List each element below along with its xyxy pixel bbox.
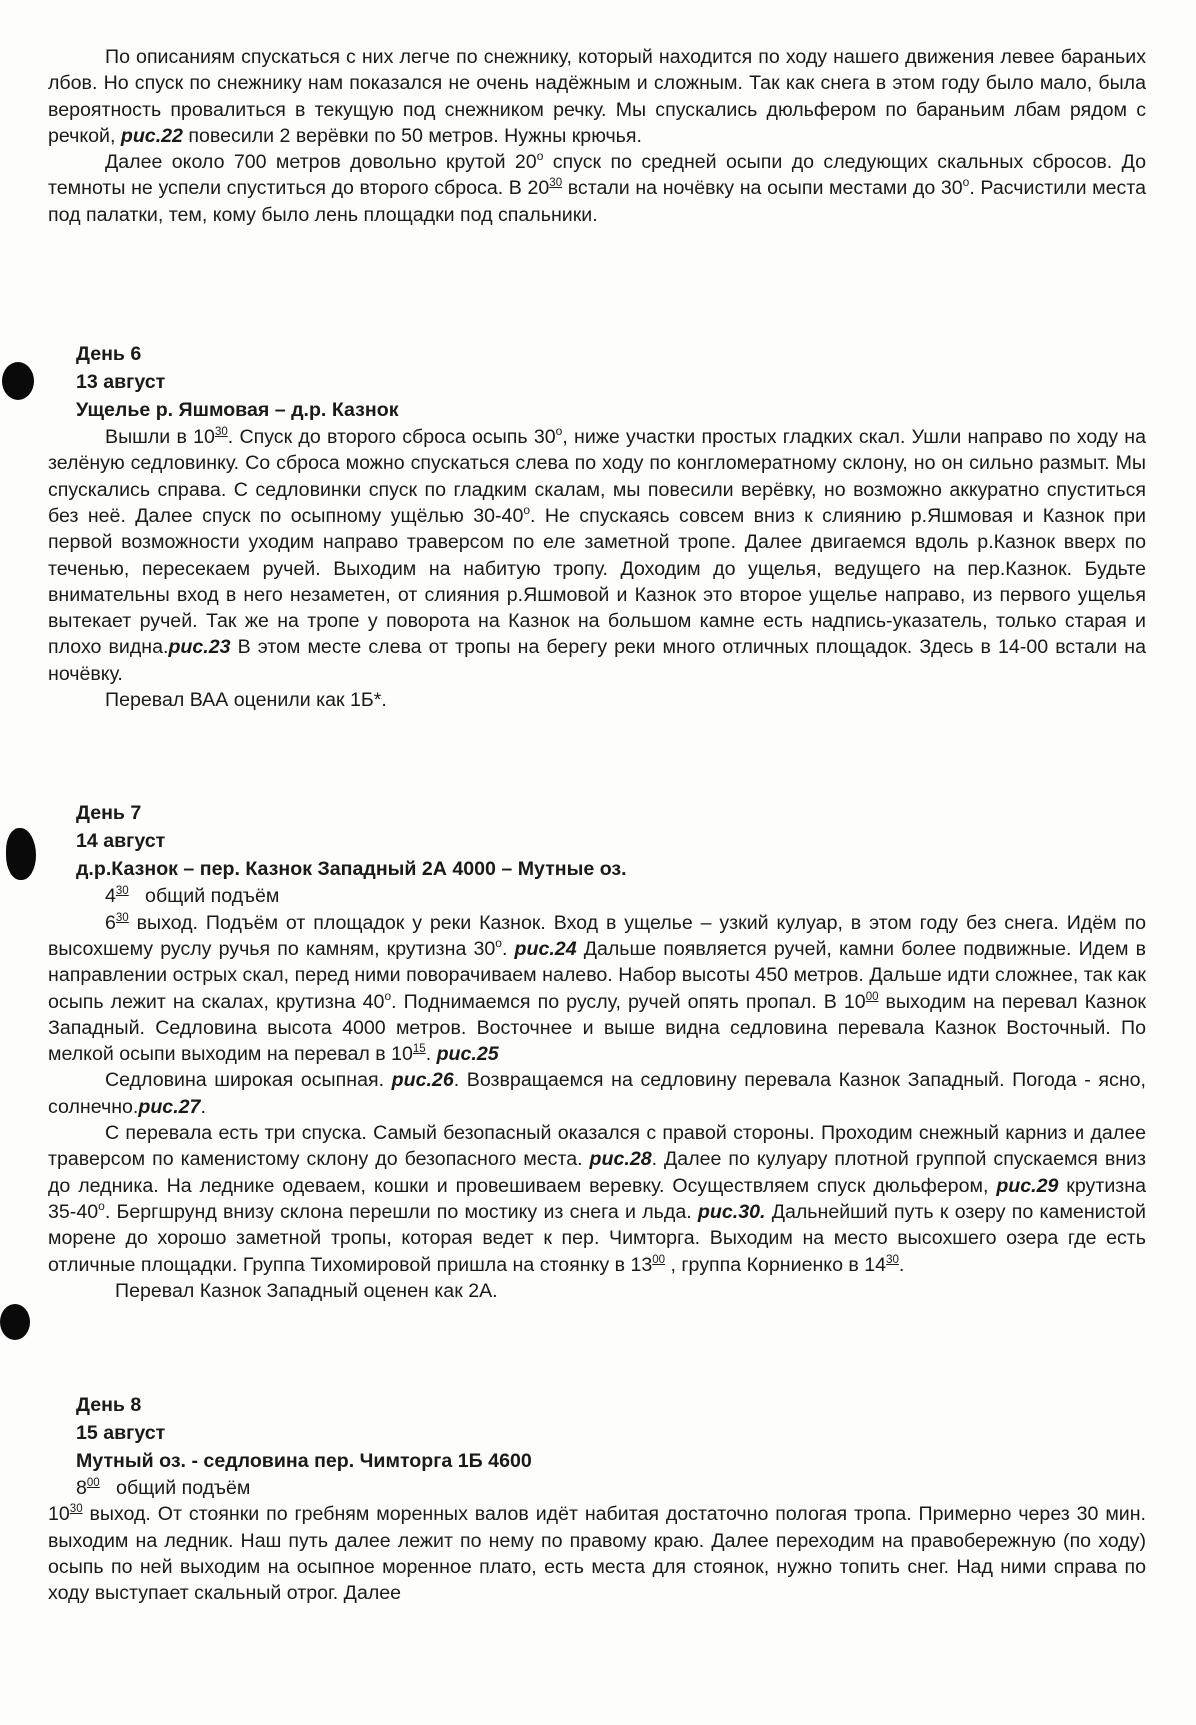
day7-wake-minutes: 30	[115, 885, 129, 898]
text-run: повесили 2 верёвки по 50 метров. Нужны крючья.	[182, 124, 642, 147]
day7-paragraph-2	[48, 1067, 1146, 1120]
time-superscript: 00	[865, 990, 879, 1003]
day8-route: Мутный оз. - седловина пер. Чимторга 1Б 4600	[76, 1450, 532, 1473]
day7-wake-text: общий подъём	[145, 885, 280, 908]
figure-reference: рис.27	[138, 1095, 201, 1118]
day8-date: 15 август	[76, 1422, 166, 1445]
day8-wake-text: общий подъём	[116, 1477, 251, 1500]
text-run: Далее около 700 метров довольно крутой 20	[105, 151, 537, 174]
text-run: Дальнейший путь к озеру по каменистой морене до хорошо заметной тропы, которая ведет к пер. Чимторга. Выходим на место высохшего озера где есть отличные площадки. Группа Тихомировой пришла на стоянку в 13	[48, 1200, 1146, 1276]
day6-route: Ущелье р. Яшмовая – д.р. Казнок	[76, 399, 399, 422]
day6-paragraph-1	[48, 424, 1146, 687]
degree-sign: o	[523, 502, 531, 517]
figure-reference: рис.25	[436, 1043, 499, 1066]
day7-wake-line	[48, 883, 1146, 909]
text-run: В этом месте слева от тропы на берегу реки много отличных площадок. Здесь в 14-00 встали на ночёвку.	[48, 636, 1146, 685]
day8-paragraph-1	[48, 1501, 1146, 1606]
text-run: , ниже участки простых гладких скал. Ушли направо по ходу на зелёную седловинку. Со сброса можно спускаться слева по ходу по конгломератному склону, но он сильно размыт. Мы спускались справа. С седловинки спуск по гладким скалам, мы повесили верёвку, но возможно аккуратно спуститься без неё. Далее спуск по осыпному ущёлью 30-40	[48, 426, 1147, 527]
time-superscript: 30	[214, 426, 228, 439]
document-page	[48, 44, 1146, 1607]
text-run: .	[425, 1043, 437, 1066]
text-run: спуск по средней осыпи до следующих скальных сбросов. До темноты не успели спуститься до второго сброса. В 20	[48, 151, 1146, 200]
day7-date: 14 август	[76, 830, 166, 853]
figure-reference: рис.22	[120, 124, 183, 147]
punch-hole-2	[6, 828, 36, 880]
text-run: 10	[48, 1503, 70, 1526]
text-run: . Поднимаемся по руслу, ручей опять пропал. В 10	[391, 990, 866, 1013]
day8-wake-time: 8	[76, 1477, 87, 1500]
day6-title: День 6	[76, 343, 142, 366]
text-run: . Расчистили места под палатки, тем, кому было лень площадки под спальники.	[48, 177, 1146, 226]
intro-paragraph-1	[48, 44, 1146, 149]
time-superscript: 30	[69, 1503, 83, 1516]
degree-sign: o	[536, 149, 544, 164]
text-run: выход. Подъём от площадок у реки Казнок. Вход в ущелье – узкий кулуар, в этом году без снега. Идём по высохшему руслу ручья по камням, крутизна 30	[48, 911, 1146, 960]
day8-title: День 8	[76, 1394, 142, 1417]
figure-reference: рис.29	[996, 1174, 1059, 1197]
time-superscript: 30	[549, 177, 563, 190]
time-superscript: 15	[412, 1043, 426, 1056]
text-run: выходим на перевал Казнок Западный. Седловина высота 4000 метров. Восточнее и выше видна седловина перевала Казнок Восточный. По мелкой осыпи выходим на перевал в 10	[48, 990, 1146, 1066]
text-run: .	[200, 1095, 206, 1118]
text-run: крутизна 35-40	[48, 1174, 1146, 1223]
figure-reference: рис.30.	[697, 1200, 766, 1223]
text-run: С перевала есть три спуска. Самый безопасный оказался с правой стороны. Проходим снежный карниз и далее траверсом по каменистому склону до безопасного места.	[48, 1122, 1146, 1171]
figure-reference: рис.23	[168, 636, 231, 659]
text-run: . Спуск до второго сброса осыпь 30	[227, 426, 556, 449]
punch-hole-1	[2, 362, 34, 400]
day7-paragraph-1	[48, 910, 1146, 1068]
day8-wake-minutes: 00	[86, 1477, 100, 1490]
day7-paragraph-3	[48, 1120, 1146, 1278]
text-run: .	[501, 937, 515, 960]
figure-reference: рис.24	[514, 937, 577, 960]
day7-route: д.р.Казнок – пер. Казнок Западный 2А 4000 – Мутные оз.	[76, 858, 627, 881]
intro-paragraph-2	[48, 149, 1146, 228]
text-run: 6	[105, 911, 116, 934]
text-run: . Бергшрунд внизу склона перешли по мостику из снега и льда.	[104, 1200, 698, 1223]
text-run: . Возвращаемся на седловину перевала Казнок Западный. Погода - ясно, солнечно.	[48, 1069, 1147, 1118]
day7-paragraph-4: Перевал Казнок Западный оценен как 2А.	[115, 1279, 498, 1302]
figure-reference: рис.26	[391, 1069, 454, 1092]
day7-wake-time: 4	[105, 885, 116, 908]
text-run: Вышли в 10	[105, 426, 215, 449]
degree-sign: o	[98, 1198, 105, 1213]
figure-reference: рис.28	[589, 1148, 652, 1171]
text-run: Седловина широкая осыпная.	[105, 1069, 392, 1092]
text-run: По описаниям спускаться с них легче по снежнику, который находится по ходу нашего движения левее бараньих лбов. Но спуск по снежнику нам показался не очень надёжным и сложным. Так как снега в этом году было мало, была вероятность провалиться в текущую под снежником речку. Мы спускались дюльфером по бараньим лбам рядом с речкой,	[48, 46, 1146, 147]
day6-paragraph-2: Перевал ВАА оценили как 1Б*.	[105, 689, 387, 712]
day6-date: 13 август	[76, 371, 166, 394]
punch-hole-3	[0, 1304, 30, 1340]
text-run: выход. От стоянки по гребням моренных валов идёт набитая достаточно пологая тропа. Примерно через 30 мин. выходим на ледник. Наш путь далее лежит по нему по правому краю. Далее переходим на правобережную (по ходу) осыпь по ней выходим на осыпное моренное плато, есть места для стоянок, нужно топить снег. Над ними справа по ходу выступает скальный отрог. Далее	[48, 1503, 1146, 1605]
text-run: Дальше появляется ручей, камни более подвижные. Идем в направлении острых скал, перед ними поворачиваем налево. Набор высоты 450 метров. Дальше идти сложнее, так как осыпь лежит на скалах, крутизна 40	[48, 937, 1147, 1013]
time-superscript: 30	[886, 1253, 899, 1266]
degree-sign: o	[495, 935, 502, 950]
text-run: встали на ночёвку на осыпи местами до 30	[562, 177, 963, 200]
day8-wake-line	[76, 1475, 1146, 1501]
text-run: , группа Корниенко в 14	[665, 1253, 887, 1276]
time-superscript: 00	[652, 1253, 666, 1266]
time-superscript: 30	[115, 911, 129, 924]
text-run: . Далее по кулуару плотной группой спускаемся вниз до ледника. На леднике одеваем, кошки и провешиваем веревку. Осуществляем спуск дюльфером,	[48, 1148, 1146, 1197]
day7-title: День 7	[76, 802, 142, 825]
text-run: . Не спускаясь совсем вниз к слиянию р.Яшмовая и Казнок при первой возможности уходим направо траверсом по еле заметной тропе. Далее двигаемся вдоль р.Казнок вверх по теченью, пересекаем ручей. Выходим на набитую тропу. Доходим до ущелья, ведущего на пер.Казнок. Будьте внимательны вход в него незаметен, от слияния р.Яшмовой и Казнок это второе ущелье направо, из первого ущелья вытекает ручей. Так же на тропе у поворота на Казнок на большом камне есть надпись-указатель, только старая и плохо видна.	[48, 504, 1146, 659]
degree-sign: o	[555, 424, 563, 439]
degree-sign: o	[962, 175, 970, 190]
degree-sign: o	[384, 988, 392, 1003]
text-run: .	[898, 1253, 905, 1276]
